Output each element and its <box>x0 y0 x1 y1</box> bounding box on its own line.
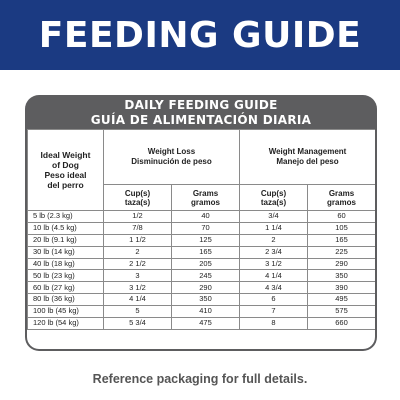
sub-header-line: taza(s) <box>260 197 287 207</box>
wl-cups-cell: 5 <box>104 306 172 318</box>
weight-management-label: Weight Management <box>268 147 347 156</box>
wl-cups-cell: 5 3/4 <box>104 318 172 330</box>
wm-grams-cell: 660 <box>308 318 376 330</box>
feeding-table <box>27 129 375 330</box>
wl-grams-cell: 205 <box>172 258 240 270</box>
wl-cups-cell: 3 1/2 <box>104 282 172 294</box>
guide-title-en: DAILY FEEDING GUIDE <box>124 98 278 112</box>
wm-cups-cell: 6 <box>240 294 308 306</box>
wm-cups-cell: 1 1/4 <box>240 222 308 234</box>
sub-header-line: Cup(s) <box>260 188 287 198</box>
sub-header-line: Grams <box>192 188 219 198</box>
wl-cups-cell: 2 <box>104 246 172 258</box>
wm-grams-cell: 390 <box>308 282 376 294</box>
weight-loss-label: Weight Loss <box>147 147 196 156</box>
wm-cups-cell: 4 3/4 <box>240 282 308 294</box>
wm-grams-header <box>308 185 376 211</box>
dog-weight-cell: 60 lb (27 kg) <box>28 282 104 294</box>
sub-header-line: Grams <box>328 188 355 198</box>
weight-management-label-es: Manejo del peso <box>276 157 339 166</box>
dog-weight-cell: 30 lb (14 kg) <box>28 246 104 258</box>
table-row <box>28 211 376 223</box>
wm-grams-cell: 575 <box>308 306 376 318</box>
wm-cups-cell: 7 <box>240 306 308 318</box>
wl-cups-cell: 7/8 <box>104 222 172 234</box>
wm-grams-cell: 105 <box>308 222 376 234</box>
wl-grams-cell: 125 <box>172 234 240 246</box>
dog-weight-cell: 10 lb (4.5 kg) <box>28 222 104 234</box>
wm-grams-cell: 350 <box>308 270 376 282</box>
table-row <box>28 258 376 270</box>
weight-loss-label-es: Disminución de peso <box>131 157 212 166</box>
wm-grams-cell: 60 <box>308 211 376 223</box>
feeding-guide-banner <box>0 0 400 70</box>
wm-grams-cell: 165 <box>308 234 376 246</box>
table-row <box>28 234 376 246</box>
table-row <box>28 222 376 234</box>
wm-cups-header <box>240 185 308 211</box>
wm-cups-cell: 4 1/4 <box>240 270 308 282</box>
wl-cups-cell: 1 1/2 <box>104 234 172 246</box>
sub-header-line: Cup(s) <box>124 188 151 198</box>
dog-header-line: of Dog <box>52 160 79 170</box>
wm-cups-cell: 8 <box>240 318 308 330</box>
wl-cups-header <box>104 185 172 211</box>
dog-weight-cell: 20 lb (9.1 kg) <box>28 234 104 246</box>
wm-grams-cell: 290 <box>308 258 376 270</box>
wm-grams-cell: 495 <box>308 294 376 306</box>
wl-grams-header <box>172 185 240 211</box>
weight-loss-header <box>104 130 240 185</box>
wl-cups-cell: 2 1/2 <box>104 258 172 270</box>
reference-note: Reference packaging for full details. <box>92 372 308 386</box>
dog-weight-cell: 40 lb (18 kg) <box>28 258 104 270</box>
wl-grams-cell: 245 <box>172 270 240 282</box>
table-row <box>28 318 376 330</box>
wl-cups-cell: 1/2 <box>104 211 172 223</box>
dog-weight-cell: 5 lb (2.3 kg) <box>28 211 104 223</box>
wl-grams-cell: 40 <box>172 211 240 223</box>
dog-header-line: Ideal Weight <box>40 150 91 160</box>
daily-feeding-guide-panel <box>25 95 377 351</box>
dog-weight-cell: 50 lb (23 kg) <box>28 270 104 282</box>
table-row <box>28 294 376 306</box>
wl-grams-cell: 290 <box>172 282 240 294</box>
wm-grams-cell: 225 <box>308 246 376 258</box>
table-row <box>28 282 376 294</box>
wl-grams-cell: 475 <box>172 318 240 330</box>
banner-title: FEEDING GUIDE <box>38 14 362 56</box>
feeding-table-wrapper <box>27 129 375 349</box>
table-row <box>28 270 376 282</box>
weight-management-header <box>240 130 376 185</box>
wl-grams-cell: 410 <box>172 306 240 318</box>
sub-header-line: gramos <box>191 197 220 207</box>
dog-weight-cell: 80 lb (36 kg) <box>28 294 104 306</box>
guide-title-es: GUÍA DE ALIMENTACIÓN DIARIA <box>90 113 312 127</box>
table-row <box>28 306 376 318</box>
wl-grams-cell: 165 <box>172 246 240 258</box>
wm-cups-cell: 2 <box>240 234 308 246</box>
table-row <box>28 246 376 258</box>
dog-weight-cell: 100 lb (45 kg) <box>28 306 104 318</box>
dog-weight-cell: 120 lb (54 kg) <box>28 318 104 330</box>
dog-weight-header <box>28 130 104 211</box>
dog-header-line: Peso ideal <box>44 170 87 180</box>
sub-header-line: gramos <box>327 197 356 207</box>
wl-grams-cell: 70 <box>172 222 240 234</box>
guide-heading <box>25 95 377 129</box>
sub-header-line: taza(s) <box>124 197 151 207</box>
wl-cups-cell: 4 1/4 <box>104 294 172 306</box>
wm-cups-cell: 3 1/2 <box>240 258 308 270</box>
wm-cups-cell: 3/4 <box>240 211 308 223</box>
wl-grams-cell: 350 <box>172 294 240 306</box>
dog-header-line: del perro <box>47 180 84 190</box>
wm-cups-cell: 2 3/4 <box>240 246 308 258</box>
wl-cups-cell: 3 <box>104 270 172 282</box>
